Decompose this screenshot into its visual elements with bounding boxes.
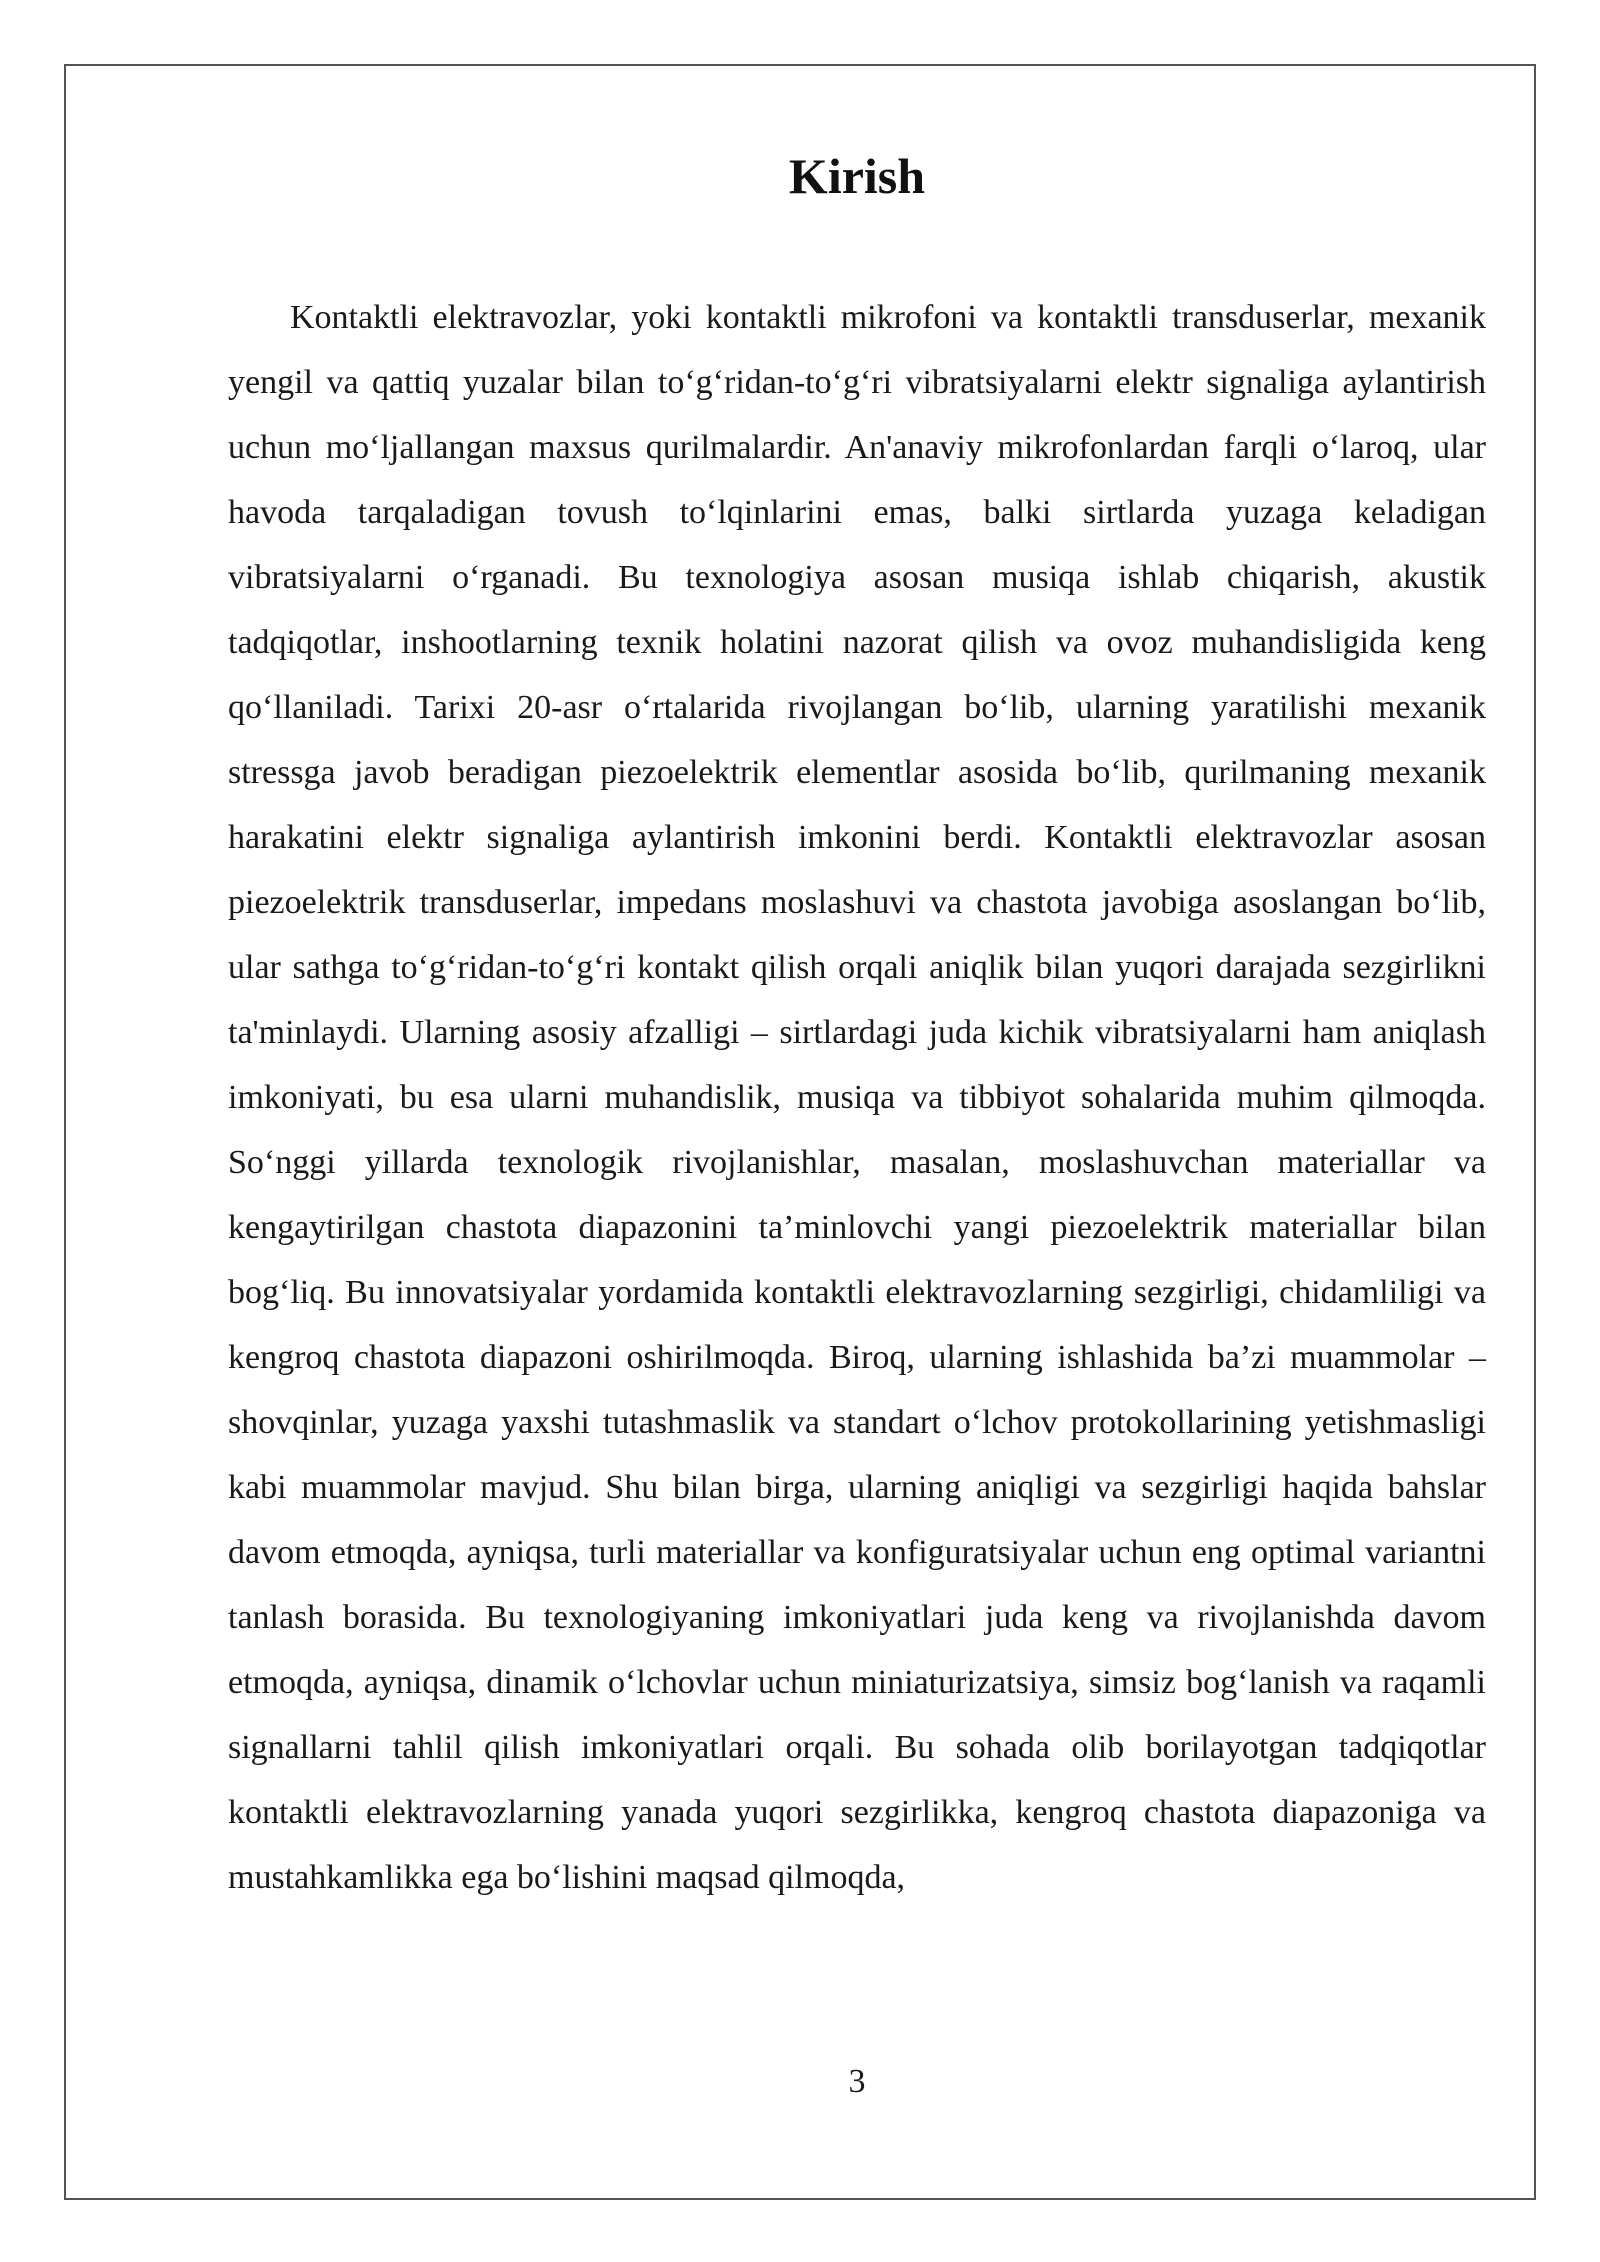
page-number: 3 <box>848 2063 866 2100</box>
body-paragraph: Kontaktli elektravozlar, yoki kontaktli mikrofoni va kontaktli transduserlar, mexanik yengil va qattiq yuzalar bilan to‘g‘ridan-to‘g‘ri vibratsiyalarni elektr signaliga aylantirish uchun mo‘ljallangan maxsus qurilmalardir. An'anaviy mikrofonlardan farqli o‘laroq, ular havoda tarqaladigan tovush to‘lqinlarini emas, balki sirtlarda yuzaga keladigan vibratsiyalarni o‘rganadi. Bu texnologiya asosan musiqa ishlab chiqarish, akustik tadqiqotlar, inshootlarning texnik holatini nazorat qilish va ovoz muhandisligida keng qo‘llaniladi. Tarixi 20-asr o‘rtalarida rivojlangan bo‘lib, ularning yaratilishi mexanik stressga javob beradigan piezoelektrik elementlar asosida bo‘lib, qurilmaning mexanik harakatini elektr signaliga aylantirish imkonini berdi. Kontaktli elektravozlar asosan piezoelektrik transduserlar, impedans moslashuvi va chastota javobiga asoslangan bo‘lib, ular sathga to‘g‘ridan-to‘g‘ri kontakt qilish orqali aniqlik bilan yuqori darajada sezgirlikni ta'minlaydi. Ularning asosiy afzalligi – sirtlardagi juda kichik vibratsiyalarni ham aniqlash imkoniyati, bu esa ularni muhandislik, musiqa va tibbiyot sohalarida muhim qilmoqda. So‘nggi yillarda texnologik rivojlanishlar, masalan, moslashuvchan materiallar va kengaytirilgan chastota diapazonini ta’minlovchi yangi piezoelektrik materiallar bilan bog‘liq. Bu innovatsiyalar yordamida kontaktli elektravozlarning sezgirligi, chidamliligi va kengroq chastota diapazoni oshirilmoqda. Biroq, ularning ishlashida ba’zi muammolar – shovqinlar, yuzaga yaxshi tutashmaslik va standart o‘lchov protokollarining yetishmasligi kabi muammolar mavjud. Shu bilan birga, ularning aniqligi va sezgirligi haqida bahslar davom etmoqda, ayniqsa, turli materiallar va konfiguratsiyalar uchun eng optimal variantni tanlash borasida. Bu texnologiyaning imkoniyatlari juda keng va rivojlanishda davom etmoqda, ayniqsa, dinamik o‘lchovlar uchun miniaturizatsiya, simsiz bog‘lanish va raqamli signallarni tahlil qilish imkoniyatlari orqali. Bu sohada olib borilayotgan tadqiqotlar kontaktli elektravozlarning yanada yuqori sezgirlikka, kengroq chastota diapazoniga va mustahkamlikka ega bo‘lishini maqsad qilmoqda, <box>228 299 1486 1896</box>
page-title: Kirish <box>788 148 926 204</box>
